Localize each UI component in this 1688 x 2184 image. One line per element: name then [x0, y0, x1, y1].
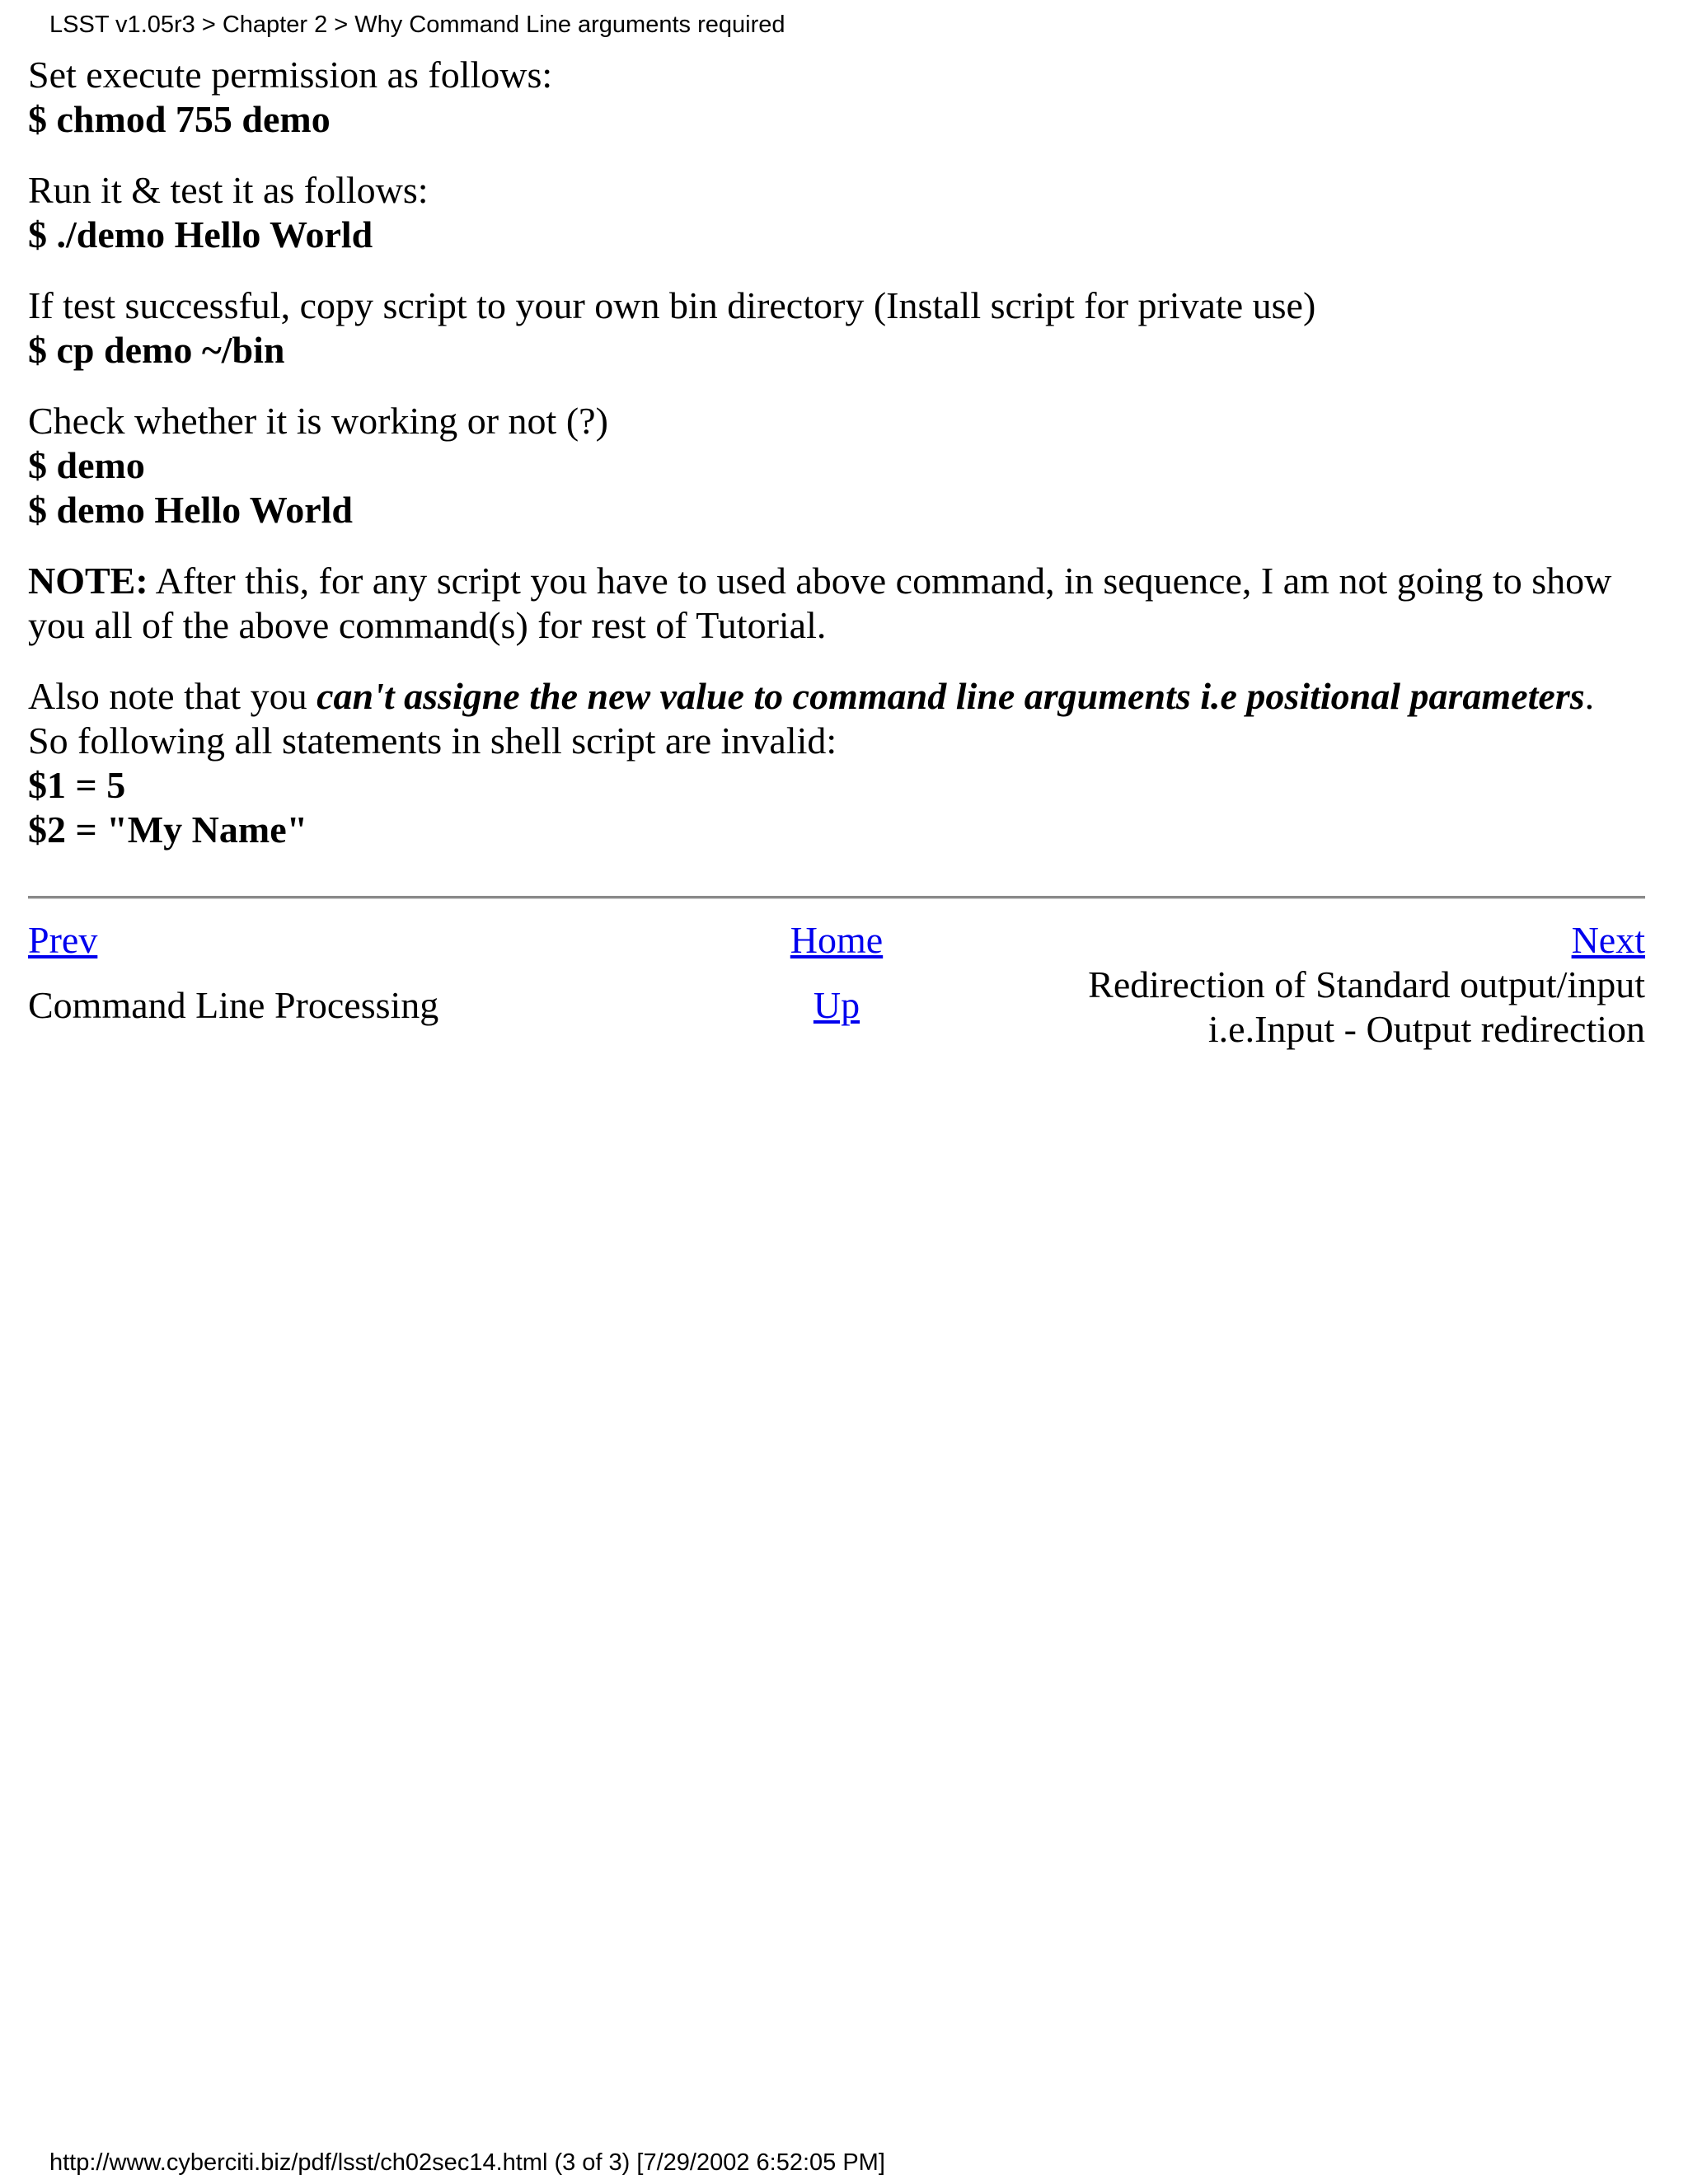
- paragraph-text: Set execute permission as follows:: [28, 54, 553, 96]
- code-line: $1 = 5: [28, 764, 126, 806]
- paragraph-text: Also note that you: [28, 675, 317, 717]
- run-test-paragraph: [28, 168, 1652, 257]
- horizontal-divider: [28, 896, 1645, 899]
- command-line: $ chmod 755 demo: [28, 98, 331, 140]
- positional-params-paragraph: [28, 674, 1652, 852]
- paragraph-text: If test successful, copy script to your own bin directory (Install script for private use): [28, 284, 1316, 326]
- command-line: $ ./demo Hello World: [28, 213, 373, 255]
- up-link[interactable]: Up: [813, 984, 860, 1026]
- paragraph-text: .: [1584, 675, 1595, 717]
- command-line: $ cp demo ~/bin: [28, 329, 285, 371]
- paragraph-text: So following all statements in shell script are invalid:: [28, 719, 837, 762]
- next-page-title: [1088, 963, 1645, 1052]
- prev-page-title: Command Line Processing: [28, 984, 439, 1026]
- page-footer-url: http://www.cyberciti.biz/pdf/lsst/ch02sec14.html (3 of 3) [7/29/2002 6:52:05 PM]: [49, 2149, 885, 2176]
- navigation-footer: [28, 918, 1645, 1052]
- next-link[interactable]: Next: [1571, 919, 1645, 961]
- check-working-paragraph: [28, 399, 1652, 532]
- next-title-line: i.e.Input - Output redirection: [1207, 1008, 1645, 1050]
- prev-link[interactable]: Prev: [28, 919, 98, 961]
- chmod-paragraph: [28, 53, 1652, 142]
- home-link[interactable]: Home: [790, 919, 884, 961]
- note-paragraph: [28, 559, 1652, 648]
- document-body: [28, 53, 1652, 879]
- paragraph-text: Run it & test it as follows:: [28, 169, 429, 211]
- paragraph-text: Check whether it is working or not (?): [28, 400, 608, 442]
- next-title-line: Redirection of Standard output/input: [1088, 963, 1645, 1005]
- nav-links-row: [28, 918, 1645, 963]
- nav-titles-row: [28, 963, 1645, 1052]
- note-text: After this, for any script you have to used above command, in sequence, I am not going to show you all of the above command(s) for rest of Tutorial.: [28, 560, 1612, 646]
- command-line: $ demo: [28, 444, 145, 486]
- command-line: $ demo Hello World: [28, 489, 353, 531]
- page-header-breadcrumb: LSST v1.05r3 > Chapter 2 > Why Command Line arguments required: [49, 12, 785, 38]
- note-label: NOTE:: [28, 560, 148, 602]
- code-line: $2 = "My Name": [28, 808, 308, 851]
- copy-script-paragraph: [28, 284, 1652, 373]
- emphasis-text: can't assigne the new value to command line arguments i.e positional parameters: [316, 675, 1585, 717]
